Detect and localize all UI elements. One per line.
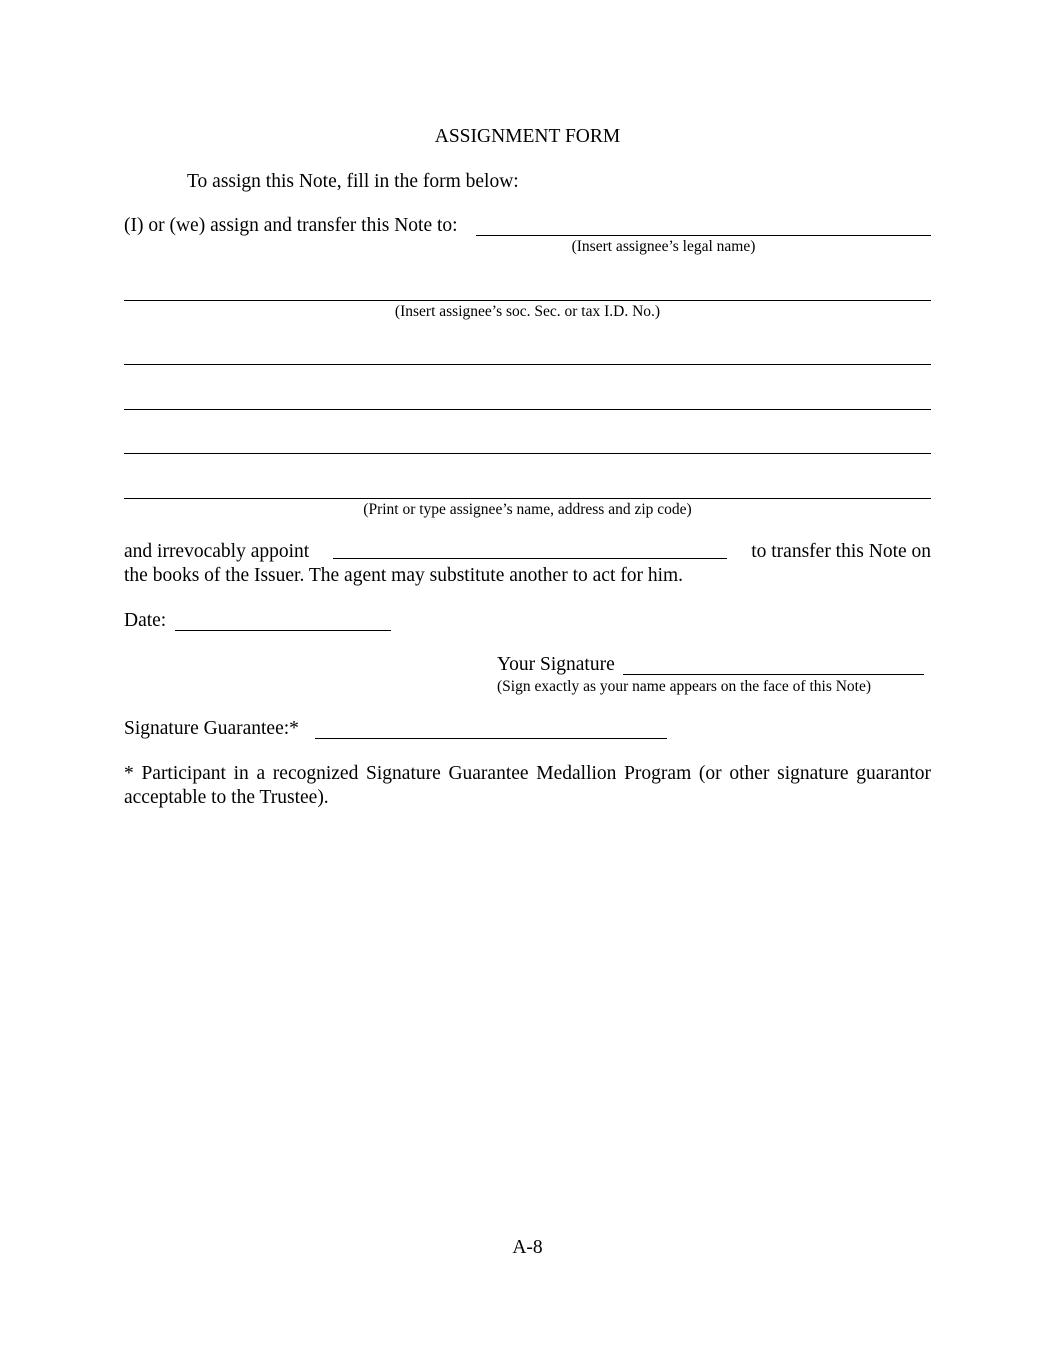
appoint-line xyxy=(124,542,931,562)
signature-label: Your Signature xyxy=(497,654,615,675)
assignee-name-field[interactable] xyxy=(476,235,931,236)
date-label: Date: xyxy=(124,610,167,631)
tax-id-caption: (Insert assignee’s soc. Sec. or tax I.D. No.) xyxy=(394,303,661,320)
footnote-text: * Participant in a recognized Signature Guarantee Medallion Program (or other signature guarantor acceptable to the Trustee). xyxy=(124,763,931,808)
appoint-prefix: and irrevocably appoint xyxy=(124,541,310,562)
address-line-4[interactable] xyxy=(124,498,931,499)
guarantee-label: Signature Guarantee:* xyxy=(124,718,299,739)
address-line-3[interactable] xyxy=(124,453,931,454)
address-line-2[interactable] xyxy=(124,409,931,410)
assign-label: (I) or (we) assign and transfer this Note to: xyxy=(124,215,458,236)
agent-name-field[interactable] xyxy=(333,558,727,559)
intro-text: To assign this Note, fill in the form below: xyxy=(187,171,519,192)
address-caption: (Print or type assignee’s name, address and zip code) xyxy=(363,501,692,518)
page-number: A-8 xyxy=(512,1237,543,1258)
signature-field[interactable] xyxy=(623,674,924,675)
assignee-name-caption: (Insert assignee’s legal name) xyxy=(571,238,756,255)
page-title: ASSIGNMENT FORM xyxy=(434,126,621,147)
date-field[interactable] xyxy=(175,630,391,631)
appoint-second-line: the books of the Issuer. The agent may substitute another to act for him. xyxy=(124,565,684,586)
appoint-suffix: to transfer this Note on xyxy=(751,541,932,562)
address-line-1[interactable] xyxy=(124,364,931,365)
guarantee-field[interactable] xyxy=(315,738,667,739)
signature-caption: (Sign exactly as your name appears on the face of this Note) xyxy=(497,678,872,695)
assignee-tax-id-field[interactable] xyxy=(124,300,931,301)
